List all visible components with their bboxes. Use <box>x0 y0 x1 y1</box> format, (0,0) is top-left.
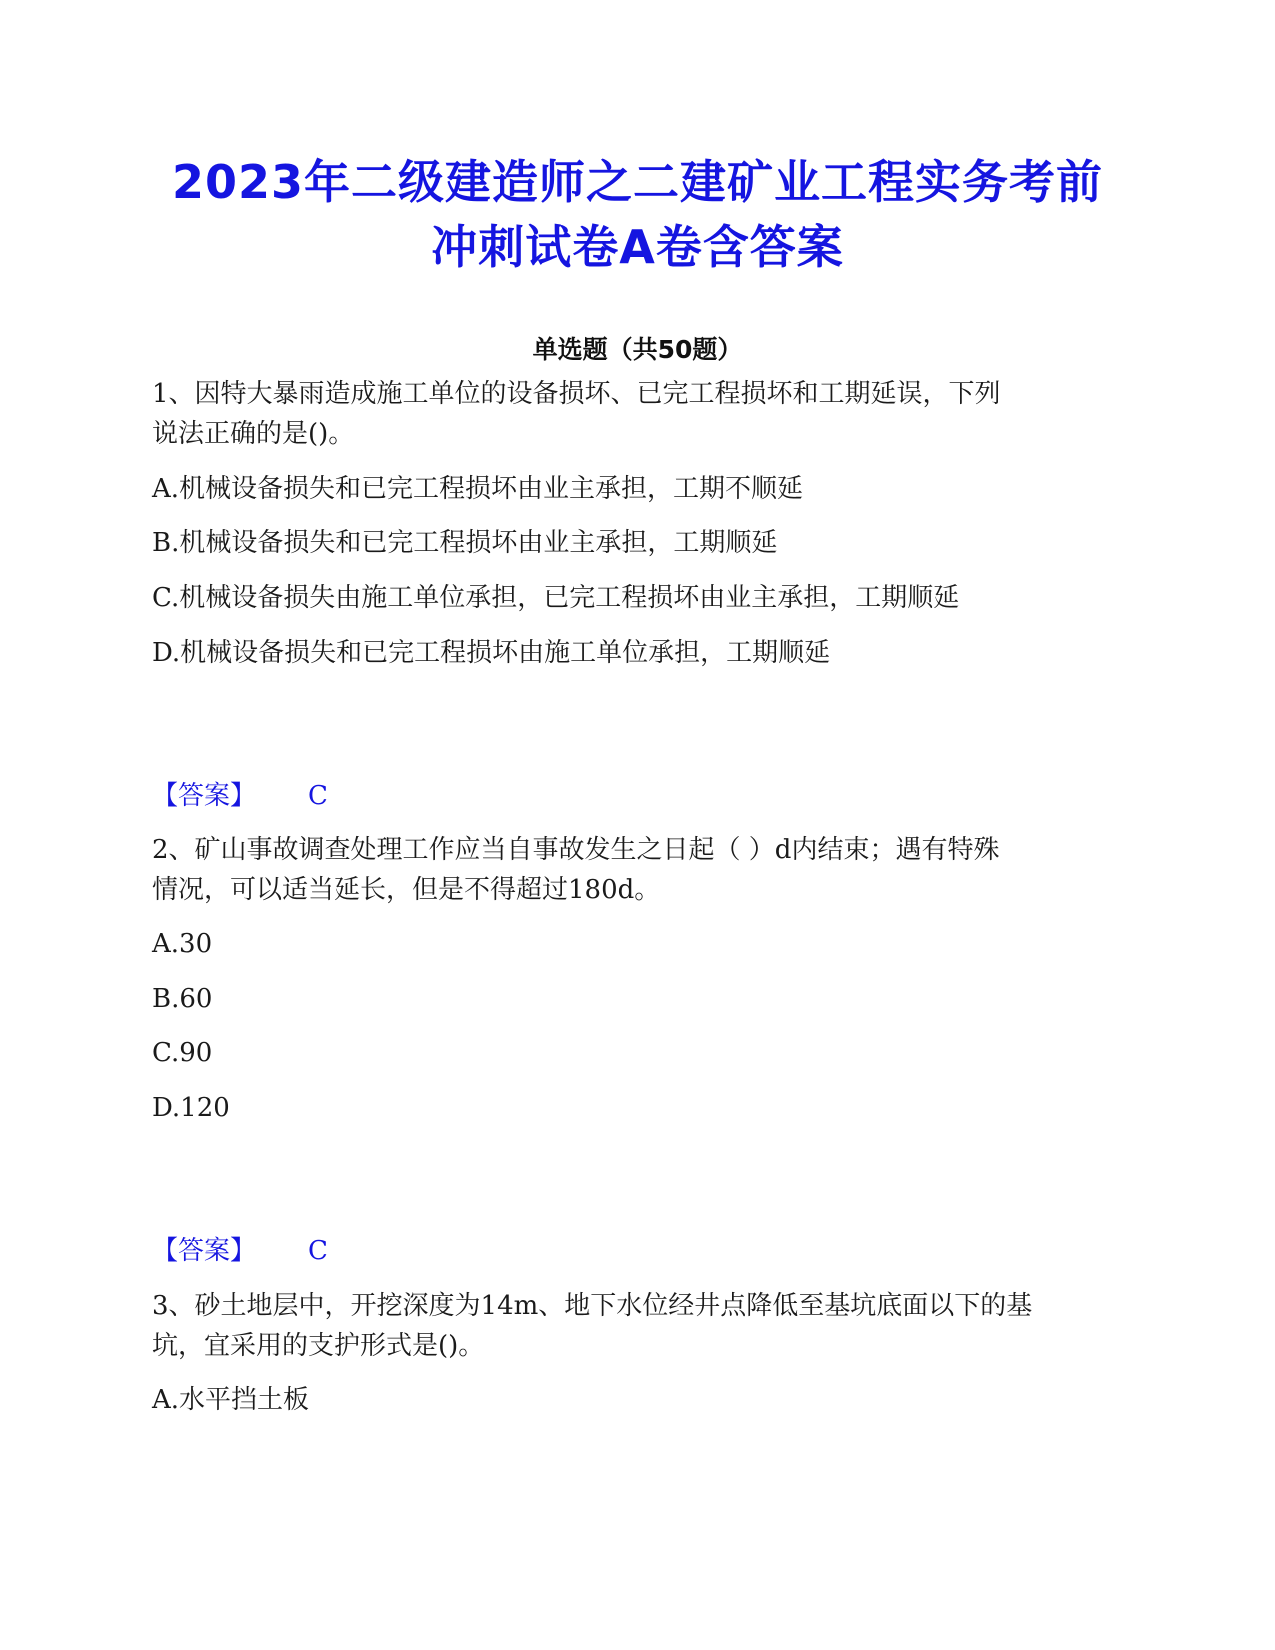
section-heading: 单选题（共50题） <box>532 335 743 364</box>
question-1-answer-value: C <box>308 781 328 811</box>
question-1-option-c: C.机械设备损失由施工单位承担，已完工程损坏由业主承担，工期顺延 <box>152 583 960 613</box>
question-2-option-b: B.60 <box>152 984 213 1014</box>
question-3-stem-line-2: 坑，宜采用的支护形式是()。 <box>152 1331 485 1361</box>
question-1-option-a: A.机械设备损失和已完工程损坏由业主承担，工期不顺延 <box>152 474 804 504</box>
question-2-answer <box>152 1233 328 1269</box>
question-3-stem-line-1: 3、砂土地层中，开挖深度为14m、地下水位经井点降低至基坑底面以下的基 <box>152 1291 1033 1321</box>
question-2-stem-line-1: 2、矿山事故调查处理工作应当自事故发生之日起（ ）d内结束；遇有特殊 <box>152 835 1000 865</box>
document-title-line-2: 冲刺试卷A卷含答案 <box>431 220 844 274</box>
question-1-option-d: D.机械设备损失和已完工程损坏由施工单位承担，工期顺延 <box>152 638 831 668</box>
question-2-option-d: D.120 <box>152 1093 230 1123</box>
question-1-option-b: B.机械设备损失和已完工程损坏由业主承担，工期顺延 <box>152 528 778 558</box>
question-1-stem-line-1: 1、因特大暴雨造成施工单位的设备损坏、已完工程损坏和工期延误，下列 <box>152 379 1001 409</box>
question-1-stem-line-2: 说法正确的是()。 <box>152 419 355 449</box>
question-3-option-a: A.水平挡土板 <box>152 1385 310 1415</box>
document-title-line-1: 2023年二级建造师之二建矿业工程实务考前 <box>171 155 1104 209</box>
question-2-option-c: C.90 <box>152 1038 213 1068</box>
question-2-option-a: A.30 <box>152 929 213 959</box>
question-1-answer <box>152 778 328 814</box>
question-2-answer-value: C <box>308 1236 328 1266</box>
answer-label: 【答案】 <box>152 781 257 811</box>
question-2-stem-line-2: 情况，可以适当延长，但是不得超过180d。 <box>152 875 661 905</box>
answer-label: 【答案】 <box>152 1236 257 1266</box>
